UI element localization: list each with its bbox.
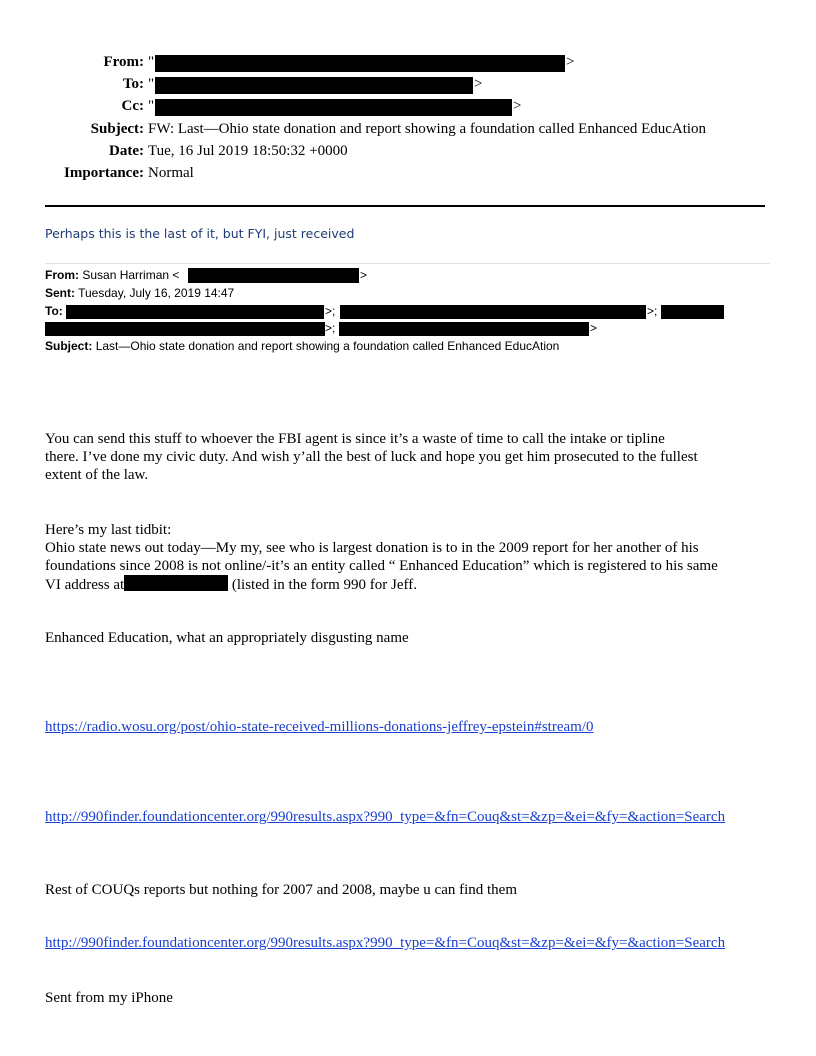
to-label: To: xyxy=(122,76,144,92)
original-subject xyxy=(45,339,559,353)
original-sent xyxy=(45,286,234,300)
original-sent-value: Tuesday, July 16, 2019 14:47 xyxy=(78,286,235,300)
original-from-value: Susan Harriman < xyxy=(82,268,180,282)
wosu-article-link[interactable]: https://radio.wosu.org/post/ohio-state-received-millions-donations-jeffrey-epstein#stream/0 xyxy=(45,719,594,735)
para2-line4-start: VI address at xyxy=(45,577,125,593)
original-from-label: From: xyxy=(45,268,79,282)
cc-quote: " xyxy=(148,98,155,114)
original-to-redaction-5 xyxy=(339,322,589,336)
para1-line3: extent of the law. xyxy=(45,467,149,483)
to-redaction xyxy=(155,77,473,94)
signature: Sent from my iPhone xyxy=(45,990,173,1006)
foundation-center-link-1[interactable]: http://990finder.foundationcenter.org/990results.aspx?990_type=&fn=Couq&st=&zp=&ei=&fy=&action=Search xyxy=(45,809,726,825)
importance-value: Normal xyxy=(148,165,194,181)
to-separator-4: > xyxy=(590,321,598,335)
body-paragraph-4: Rest of COUQs reports but nothing for 2007 and 2008, maybe u can find them xyxy=(45,882,518,898)
body-paragraph-3: Enhanced Education, what an appropriately disgusting name xyxy=(45,630,409,646)
date-value: Tue, 16 Jul 2019 18:50:32 +0000 xyxy=(148,143,348,159)
date-label: Date: xyxy=(109,143,144,159)
to-separator-2: >; xyxy=(647,304,658,318)
header-divider xyxy=(45,205,765,207)
to-separator-3: >; xyxy=(325,321,336,335)
original-to-label xyxy=(45,304,63,318)
subject-label: Subject: xyxy=(90,121,144,137)
original-to-redaction-2 xyxy=(340,305,646,319)
quote-divider xyxy=(45,263,770,264)
from-quote: " xyxy=(148,54,155,70)
to-bracket: > xyxy=(474,76,483,92)
original-from-bracket: > xyxy=(360,268,368,282)
original-to-redaction-3 xyxy=(661,305,724,319)
from-label: From: xyxy=(103,54,144,70)
original-from-redaction xyxy=(188,268,359,283)
para2-line4 xyxy=(45,575,775,594)
para2-line2: Ohio state news out today—My my, see who is largest donation is to in the 2009 report for her another of his xyxy=(45,540,699,556)
to-separator-1: >; xyxy=(325,304,336,318)
body-paragraph-2 xyxy=(45,521,775,594)
original-sent-label: Sent: xyxy=(45,286,75,300)
cc-redaction xyxy=(155,99,512,116)
from-redaction xyxy=(155,55,565,72)
forward-note: Perhaps this is the last of it, but FYI, just received xyxy=(45,226,355,241)
original-to-label-text: To: xyxy=(45,304,63,318)
para2-line3: foundations since 2008 is not online/-it’s an entity called “ Enhanced Education” which is registered to his same xyxy=(45,558,718,574)
cc-label: Cc: xyxy=(121,98,144,114)
para1-line1: You can send this stuff to whoever the FBI agent is since it’s a waste of time to call the intake or tipline xyxy=(45,431,665,447)
body-paragraph-1 xyxy=(45,430,775,484)
to-quote: " xyxy=(148,76,155,92)
cc-bracket: > xyxy=(513,98,522,114)
subject-value: FW: Last—Ohio state donation and report showing a foundation called Enhanced EducAtion xyxy=(148,121,707,137)
original-to-redaction-1 xyxy=(66,305,324,319)
foundation-center-link-2[interactable]: http://990finder.foundationcenter.org/990results.aspx?990_type=&fn=Couq&st=&zp=&ei=&fy=&action=Search xyxy=(45,935,726,951)
para2-line4-end: (listed in the form 990 for Jeff. xyxy=(228,577,417,593)
address-redaction xyxy=(124,575,228,591)
para2-line1: Here’s my last tidbit: xyxy=(45,522,172,538)
original-subject-label: Subject: xyxy=(45,339,93,353)
original-subject-value: Last—Ohio state donation and report showing a foundation called Enhanced EducAtion xyxy=(95,339,560,353)
original-from xyxy=(45,268,179,282)
original-to-redaction-4 xyxy=(45,322,325,336)
para1-line2: there. I’ve done my civic duty. And wish y’all the best of luck and hope you get him prosecuted to the fullest xyxy=(45,449,698,465)
from-bracket: > xyxy=(566,54,575,70)
importance-label: Importance: xyxy=(64,165,144,181)
